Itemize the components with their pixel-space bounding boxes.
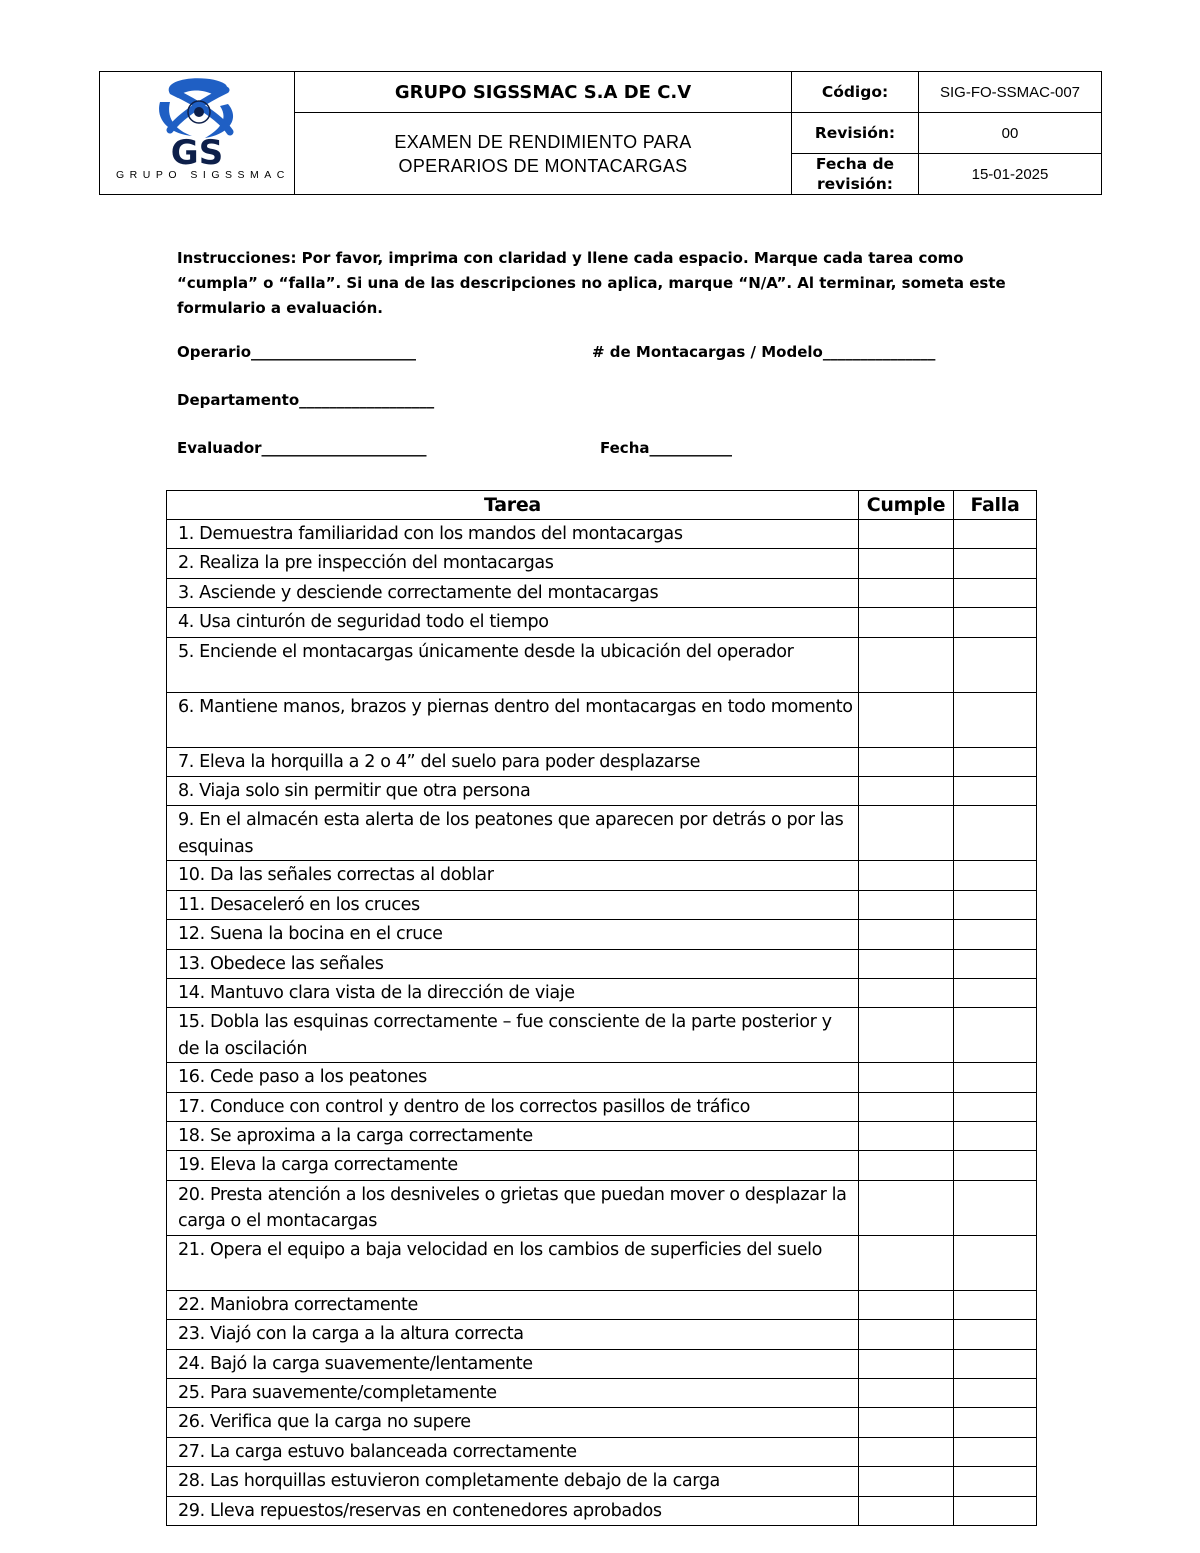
pass-checkbox-cell[interactable]: [859, 1122, 954, 1151]
table-row: [167, 549, 1037, 578]
pass-checkbox-cell[interactable]: [859, 1320, 954, 1349]
pass-checkbox-cell[interactable]: [859, 692, 954, 747]
task-description: 15. Dobla las esquinas correctamente – fue consciente de la parte posterior y de la oscilación: [167, 1008, 859, 1063]
pass-checkbox-cell[interactable]: [859, 1180, 954, 1235]
table-row: [167, 1496, 1037, 1525]
task-description: 19. Eleva la carga correctamente: [167, 1151, 859, 1180]
date-field[interactable]: Fecha___________: [600, 439, 733, 457]
table-row: [167, 806, 1037, 861]
company-logo: [100, 72, 295, 195]
fail-checkbox-cell[interactable]: [954, 1379, 1037, 1408]
fail-checkbox-cell[interactable]: [954, 1408, 1037, 1437]
forklift-model-field[interactable]: # de Montacargas / Modelo_______________: [592, 343, 936, 361]
fail-column-header: Falla: [954, 491, 1037, 520]
logo-letters: GS: [170, 133, 224, 173]
task-description: 5. Enciende el montacargas únicamente desde la ubicación del operador: [167, 637, 859, 692]
task-description: 9. En el almacén esta alerta de los peatones que aparecen por detrás o por las esquinas: [167, 806, 859, 861]
table-row: [167, 520, 1037, 549]
department-field[interactable]: Departamento__________________: [177, 391, 435, 409]
logo-caption: GRUPO SIGSSMAC: [116, 169, 290, 181]
task-description: 6. Mantiene manos, brazos y piernas dentro del montacargas en todo momento: [167, 692, 859, 747]
fail-checkbox-cell[interactable]: [954, 1008, 1037, 1063]
table-row: [167, 890, 1037, 919]
table-row: [167, 1437, 1037, 1466]
fail-checkbox-cell[interactable]: [954, 776, 1037, 805]
pass-checkbox-cell[interactable]: [859, 1151, 954, 1180]
table-row: [167, 1290, 1037, 1319]
pass-checkbox-cell[interactable]: [859, 806, 954, 861]
table-row: [167, 978, 1037, 1007]
fail-checkbox-cell[interactable]: [954, 1290, 1037, 1319]
fail-checkbox-cell[interactable]: [954, 608, 1037, 637]
table-row: [167, 949, 1037, 978]
table-row: [167, 1008, 1037, 1063]
company-name: GRUPO SIGSSMAC S.A DE C.V: [295, 72, 792, 113]
task-description: 17. Conduce con control y dentro de los correctos pasillos de tráfico: [167, 1092, 859, 1121]
table-row: [167, 747, 1037, 776]
table-row: [167, 861, 1037, 890]
table-row: [167, 1408, 1037, 1437]
revision-date-label: [792, 154, 919, 195]
table-row: [167, 1379, 1037, 1408]
pass-checkbox-cell[interactable]: [859, 747, 954, 776]
table-row: [167, 578, 1037, 607]
fail-checkbox-cell[interactable]: [954, 520, 1037, 549]
revision-value: 00: [919, 113, 1102, 154]
pass-checkbox-cell[interactable]: [859, 1467, 954, 1496]
fail-checkbox-cell[interactable]: [954, 861, 1037, 890]
fail-checkbox-cell[interactable]: [954, 747, 1037, 776]
task-column-header: Tarea: [167, 491, 859, 520]
revision-label: Revisión:: [792, 113, 919, 154]
document-header: [99, 71, 1102, 195]
document-title-line1: EXAMEN DE RENDIMIENTO PARA: [394, 131, 692, 152]
fail-checkbox-cell[interactable]: [954, 692, 1037, 747]
task-description: 27. La carga estuvo balanceada correctamente: [167, 1437, 859, 1466]
fail-checkbox-cell[interactable]: [954, 1092, 1037, 1121]
fail-checkbox-cell[interactable]: [954, 1437, 1037, 1466]
pass-checkbox-cell[interactable]: [859, 637, 954, 692]
pass-checkbox-cell[interactable]: [859, 1092, 954, 1121]
fail-checkbox-cell[interactable]: [954, 1349, 1037, 1378]
table-row: [167, 1092, 1037, 1121]
pass-checkbox-cell[interactable]: [859, 1349, 954, 1378]
code-label: Código:: [792, 72, 919, 113]
fail-checkbox-cell[interactable]: [954, 1122, 1037, 1151]
pass-checkbox-cell[interactable]: [859, 1008, 954, 1063]
pass-checkbox-cell[interactable]: [859, 1063, 954, 1092]
pass-checkbox-cell[interactable]: [859, 1437, 954, 1466]
task-description: 10. Da las señales correctas al doblar: [167, 861, 859, 890]
table-row: [167, 776, 1037, 805]
pass-checkbox-cell[interactable]: [859, 949, 954, 978]
task-description: 11. Desaceleró en los cruces: [167, 890, 859, 919]
fail-checkbox-cell[interactable]: [954, 1320, 1037, 1349]
table-row: [167, 692, 1037, 747]
task-description: 25. Para suavemente/completamente: [167, 1379, 859, 1408]
pass-checkbox-cell[interactable]: [859, 1290, 954, 1319]
table-row: [167, 1063, 1037, 1092]
pass-checkbox-cell[interactable]: [859, 890, 954, 919]
task-description: 29. Lleva repuestos/reservas en contenedores aprobados: [167, 1496, 859, 1525]
pass-column-header: Cumple: [859, 491, 954, 520]
fail-checkbox-cell[interactable]: [954, 1063, 1037, 1092]
table-row: [167, 1151, 1037, 1180]
task-description: 7. Eleva la horquilla a 2 o 4” del suelo para poder desplazarse: [167, 747, 859, 776]
fail-checkbox-cell[interactable]: [954, 920, 1037, 949]
task-description: 12. Suena la bocina en el cruce: [167, 920, 859, 949]
evaluator-field[interactable]: Evaluador______________________: [177, 439, 427, 457]
task-list: [167, 520, 1037, 1526]
pass-checkbox-cell[interactable]: [859, 920, 954, 949]
task-description: 22. Maniobra correctamente: [167, 1290, 859, 1319]
task-description: 14. Mantuvo clara vista de la dirección de viaje: [167, 978, 859, 1007]
task-description: 21. Opera el equipo a baja velocidad en los cambios de superficies del suelo: [167, 1235, 859, 1290]
pass-checkbox-cell[interactable]: [859, 861, 954, 890]
task-table: [166, 490, 1037, 1526]
document-title: [295, 113, 792, 195]
table-row: [167, 1467, 1037, 1496]
task-description: 16. Cede paso a los peatones: [167, 1063, 859, 1092]
task-description: 24. Bajó la carga suavemente/lentamente: [167, 1349, 859, 1378]
fail-checkbox-cell[interactable]: [954, 578, 1037, 607]
task-description: 2. Realiza la pre inspección del montacargas: [167, 549, 859, 578]
code-value: SIG-FO-SSMAC-007: [919, 72, 1102, 113]
task-description: 20. Presta atención a los desniveles o grietas que puedan mover o desplazar la carga o el montacargas: [167, 1180, 859, 1235]
task-description: 26. Verifica que la carga no supere: [167, 1408, 859, 1437]
pass-checkbox-cell[interactable]: [859, 978, 954, 1007]
table-row: [167, 920, 1037, 949]
fail-checkbox-cell[interactable]: [954, 890, 1037, 919]
table-row: [167, 1320, 1037, 1349]
fail-checkbox-cell[interactable]: [954, 949, 1037, 978]
pass-checkbox-cell[interactable]: [859, 578, 954, 607]
table-row: [167, 1122, 1037, 1151]
task-description: 28. Las horquillas estuvieron completamente debajo de la carga: [167, 1467, 859, 1496]
revision-date-label-line1: Fecha de: [815, 155, 895, 173]
fail-checkbox-cell[interactable]: [954, 1180, 1037, 1235]
fail-checkbox-cell[interactable]: [954, 806, 1037, 861]
table-row: [167, 608, 1037, 637]
pass-checkbox-cell[interactable]: [859, 1496, 954, 1525]
pass-checkbox-cell[interactable]: [859, 1408, 954, 1437]
task-description: 8. Viaja solo sin permitir que otra persona: [167, 776, 859, 805]
task-description: 1. Demuestra familiaridad con los mandos del montacargas: [167, 520, 859, 549]
pass-checkbox-cell[interactable]: [859, 1235, 954, 1290]
table-row: [167, 1180, 1037, 1235]
table-row: [167, 637, 1037, 692]
table-row: [167, 1349, 1037, 1378]
fail-checkbox-cell[interactable]: [954, 637, 1037, 692]
pass-checkbox-cell[interactable]: [859, 549, 954, 578]
task-description: 18. Se aproxima a la carga correctamente: [167, 1122, 859, 1151]
instructions-text: Instrucciones: Por favor, imprima con claridad y llene cada espacio. Marque cada tarea como “cumpla” o “falla”. Si una de las descripciones no aplica, marque “N/A”. Al terminar, someta este formulario a evaluación.: [177, 249, 1006, 317]
document-title-line2: OPERARIOS DE MONTACARGAS: [398, 155, 688, 176]
fail-checkbox-cell[interactable]: [954, 1235, 1037, 1290]
fail-checkbox-cell[interactable]: [954, 978, 1037, 1007]
fail-checkbox-cell[interactable]: [954, 1496, 1037, 1525]
fail-checkbox-cell[interactable]: [954, 1151, 1037, 1180]
task-description: 13. Obedece las señales: [167, 949, 859, 978]
operator-field[interactable]: Operario______________________: [177, 343, 417, 361]
pass-checkbox-cell[interactable]: [859, 608, 954, 637]
fail-checkbox-cell[interactable]: [954, 549, 1037, 578]
task-description: 23. Viajó con la carga a la altura correcta: [167, 1320, 859, 1349]
task-description: 3. Asciende y desciende correctamente del montacargas: [167, 578, 859, 607]
pass-checkbox-cell[interactable]: [859, 1379, 954, 1408]
table-row: [167, 1235, 1037, 1290]
fail-checkbox-cell[interactable]: [954, 1467, 1037, 1496]
revision-date-label-line2: revisión:: [817, 175, 893, 193]
task-description: 4. Usa cinturón de seguridad todo el tiempo: [167, 608, 859, 637]
revision-date-value: 15-01-2025: [919, 154, 1102, 195]
pass-checkbox-cell[interactable]: [859, 776, 954, 805]
pass-checkbox-cell[interactable]: [859, 520, 954, 549]
